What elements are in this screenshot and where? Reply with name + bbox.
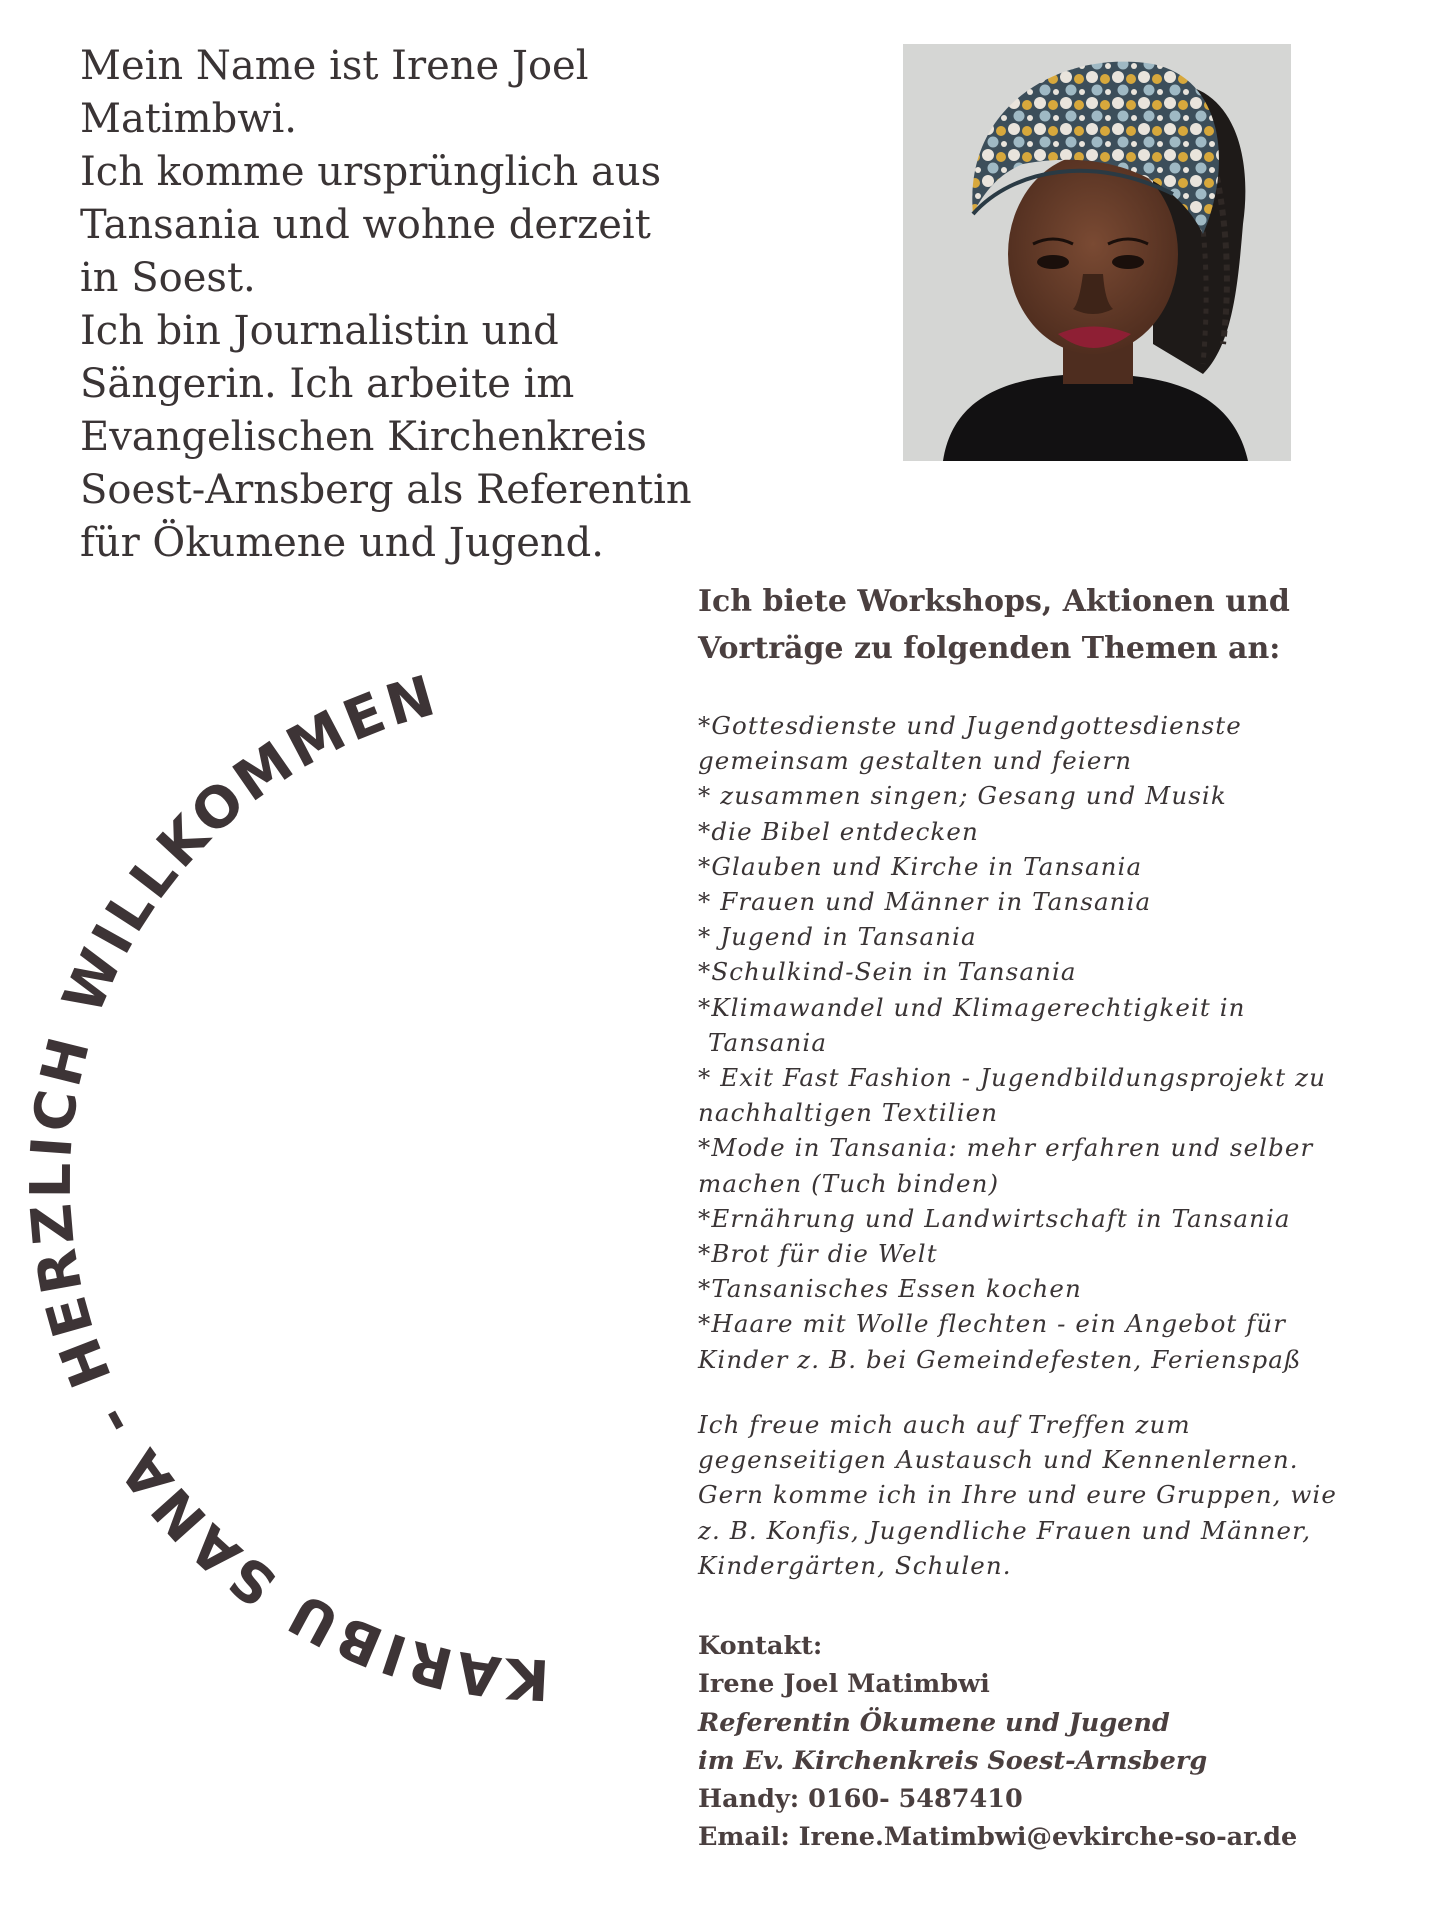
closing-line: Gern komme ich in Ihre und eure Gruppen, wie — [698, 1480, 1337, 1510]
intro-line: Soest-Arnsberg als Referentin — [80, 467, 692, 513]
intro-line: Ich bin Journalistin und — [80, 308, 559, 354]
topic-line: *Gottesdienste und Jugendgottesdienste — [698, 711, 1242, 740]
topic-line: machen (Tuch binden) — [698, 1168, 1000, 1198]
closing-line: Kindergärten, Schulen. — [698, 1550, 1012, 1580]
topic-line: *Haare mit Wolle flechten - ein Angebot für — [698, 1309, 1287, 1339]
intro-line: Ich komme ursprünglich aus — [80, 149, 662, 195]
closing-paragraph — [698, 1407, 1358, 1583]
intro-line: Mein Name ist Irene Joel — [80, 43, 589, 89]
intro-line: in Soest. — [80, 255, 256, 301]
topic-line: * Jugend in Tansania — [698, 922, 977, 952]
topic-line: * Exit Fast Fashion - Jugendbildungsprojekt zu — [698, 1063, 1326, 1093]
topic-line: *Mode in Tansania: mehr erfahren und selber — [698, 1133, 1314, 1163]
intro-text — [80, 40, 720, 570]
topic-line: *Brot für die Welt — [698, 1239, 938, 1269]
topic-line: * Frauen und Männer in Tansania — [698, 887, 1152, 917]
topic-line: *Klimawandel und Klimagerechtigkeit in — [698, 992, 1246, 1022]
contact-email: Email: Irene.Matimbwi@evkirche-so-ar.de — [698, 1822, 1298, 1853]
contact-label: Kontakt: — [698, 1631, 823, 1661]
circular-greeting-path-text: KARIBU SANA - HERZLICH WILLKOMMEN — [18, 662, 551, 1710]
closing-line: z. B. Konfis, Jugendliche Frauen und Männer, — [698, 1515, 1312, 1545]
topic-line: Kinder z. B. bei Gemeindefesten, Ferienspaß — [698, 1344, 1302, 1374]
topic-line: *Tansanisches Essen kochen — [698, 1274, 1082, 1304]
topic-line: *Glauben und Kirche in Tansania — [698, 851, 1143, 881]
intro-line: Sängerin. Ich arbeite im — [80, 361, 575, 407]
contact-organization: im Ev. Kirchenkreis Soest-Arnsberg — [698, 1745, 1208, 1776]
intro-line: für Ökumene und Jugend. — [80, 520, 604, 566]
contact-name: Irene Joel Matimbwi — [698, 1669, 990, 1700]
closing-line: gegenseitigen Austausch und Kennenlernen. — [698, 1445, 1299, 1475]
circular-greeting-text — [19, 663, 551, 1710]
circular-greeting — [0, 660, 620, 1710]
contact-block — [698, 1627, 1378, 1857]
topic-line: Tansania — [708, 1027, 828, 1057]
topic-line: gemeinsam gestalten und feiern — [698, 746, 1133, 776]
offer-heading-line: Ich biete Workshops, Aktionen und — [698, 584, 1290, 619]
intro-line: Tansania und wohne derzeit — [80, 202, 651, 248]
intro-line: Matimbwi. — [80, 96, 297, 142]
contact-phone: Handy: 0160- 5487410 — [698, 1784, 1023, 1815]
portrait-illustration — [903, 44, 1291, 461]
closing-line: Ich freue mich auch auf Treffen zum — [698, 1410, 1191, 1439]
topic-list — [698, 708, 1358, 1377]
topic-line: *Schulkind-Sein in Tansania — [698, 957, 1077, 987]
portrait-photo — [903, 44, 1291, 461]
offer-heading-line: Vorträge zu folgenden Themen an: — [698, 631, 1281, 666]
topic-line: *die Bibel entdecken — [698, 816, 979, 846]
topic-line: nachhaltigen Textilien — [698, 1098, 999, 1128]
topic-line: *Ernährung und Landwirtschaft in Tansania — [698, 1203, 1291, 1233]
intro-line: Evangelischen Kirchenkreis — [80, 414, 647, 460]
topic-line: * zusammen singen; Gesang und Musik — [698, 781, 1227, 811]
contact-role: Referentin Ökumene und Jugend — [698, 1707, 1170, 1738]
offer-heading — [698, 578, 1398, 672]
